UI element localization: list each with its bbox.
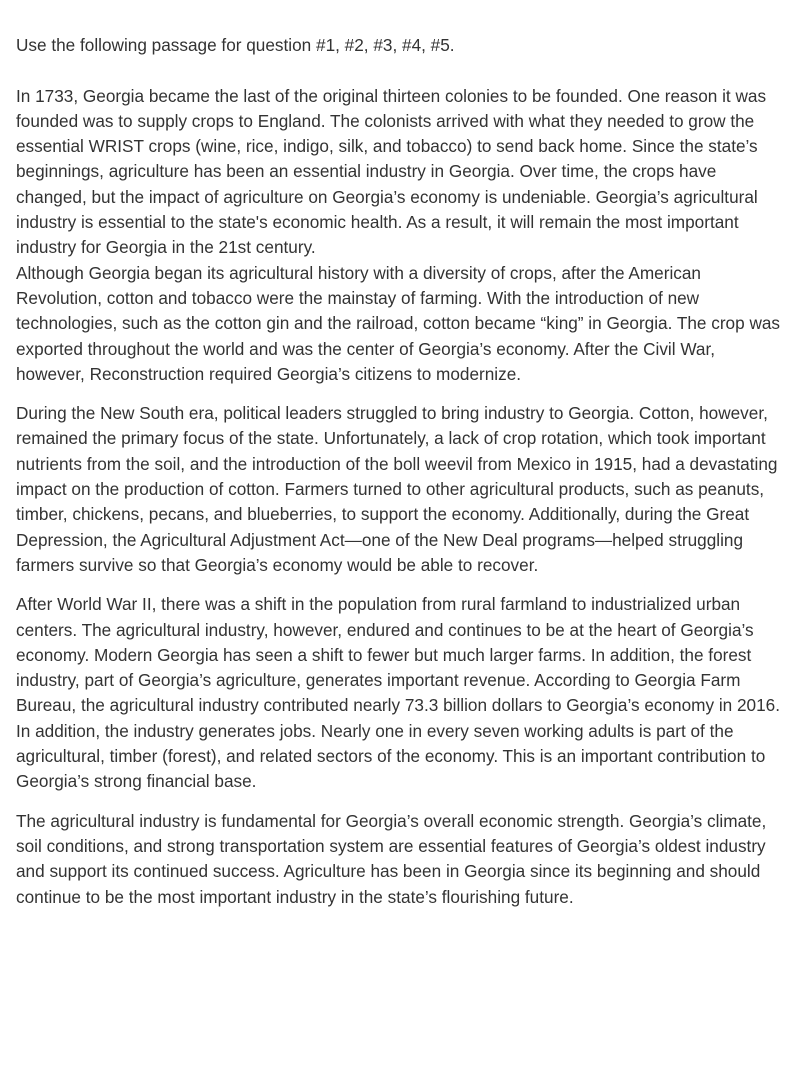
paragraph-new-south: During the New South era, political leaders struggled to bring industry to Georgia. Cotton, however, remained the primary focus of the state. Unfortunately, a lack of crop rotation, which took important nutrients from the soil, and the introduction of the boll weevil from Mexico in 1915, had a devastating impact on the production of cotton. Farmers turned to other agricultural products, such as peanuts, timber, chickens, pecans, and blueberries, to support the economy. Additionally, during the Great Depression, the Agricultural Adjustment Act—one of the New Deal programs—helped struggling farmers survive so that Georgia’s economy would be able to recover. xyxy=(16,403,778,575)
passage-instructions: Use the following passage for question #1, #2, #3, #4, #5. xyxy=(16,35,455,55)
paragraph-conclusion: The agricultural industry is fundamental for Georgia’s overall economic strength. Georgia’s climate, soil conditions, and strong transportation system are essential features of Georgia’s oldest industry and support its continued success. Agriculture has been in Georgia since its beginning and should continue to be the most important industry in the state’s flourishing future. xyxy=(16,810,767,907)
paragraph-post-war: After World War II, there was a shift in the population from rural farmland to industrialized urban centers. The agricultural industry, however, endured and continues to be at the heart of Georgia’s economy. Modern Georgia has seen a shift to fewer but much larger farms. In addition, the forest industry, part of Georgia’s agriculture, generates important revenue. According to Georgia Farm Bureau, the agricultural industry contributed nearly 73.3 billion dollars to Georgia’s economy in 2016. In addition, the industry generates jobs. Nearly one in every seven working adults is part of the agricultural, timber (forest), and related sectors of the economy. This is an important contribution to Georgia’s strong financial base. xyxy=(16,594,781,792)
paragraph-cotton-king: Although Georgia began its agricultural history with a diversity of crops, after the American Revolution, cotton and tobacco were the mainstay of farming. With the introduction of new technologies, such as the cotton gin and the railroad, cotton became “king” in Georgia. The crop was exported throughout the world and was the center of Georgia’s economy. After the Civil War, however, Reconstruction required Georgia’s citizens to modernize. xyxy=(16,262,781,384)
paragraph-founding: In 1733, Georgia became the last of the original thirteen colonies to be founded. One reason it was founded was to supply crops to England. The colonists arrived with what they needed to grow the essential WRIST crops (wine, rice, indigo, silk, and tobacco) to send back home. Since the state’s beginnings, agriculture has been an essential industry in Georgia. Over time, the crops have changed, but the impact of agriculture on Georgia’s economy is undeniable. Georgia’s agricultural industry is essential to the state's economic health. As a result, it will remain the most important industry for Georgia in the 21st century. xyxy=(16,85,767,258)
passage-document xyxy=(16,0,788,910)
